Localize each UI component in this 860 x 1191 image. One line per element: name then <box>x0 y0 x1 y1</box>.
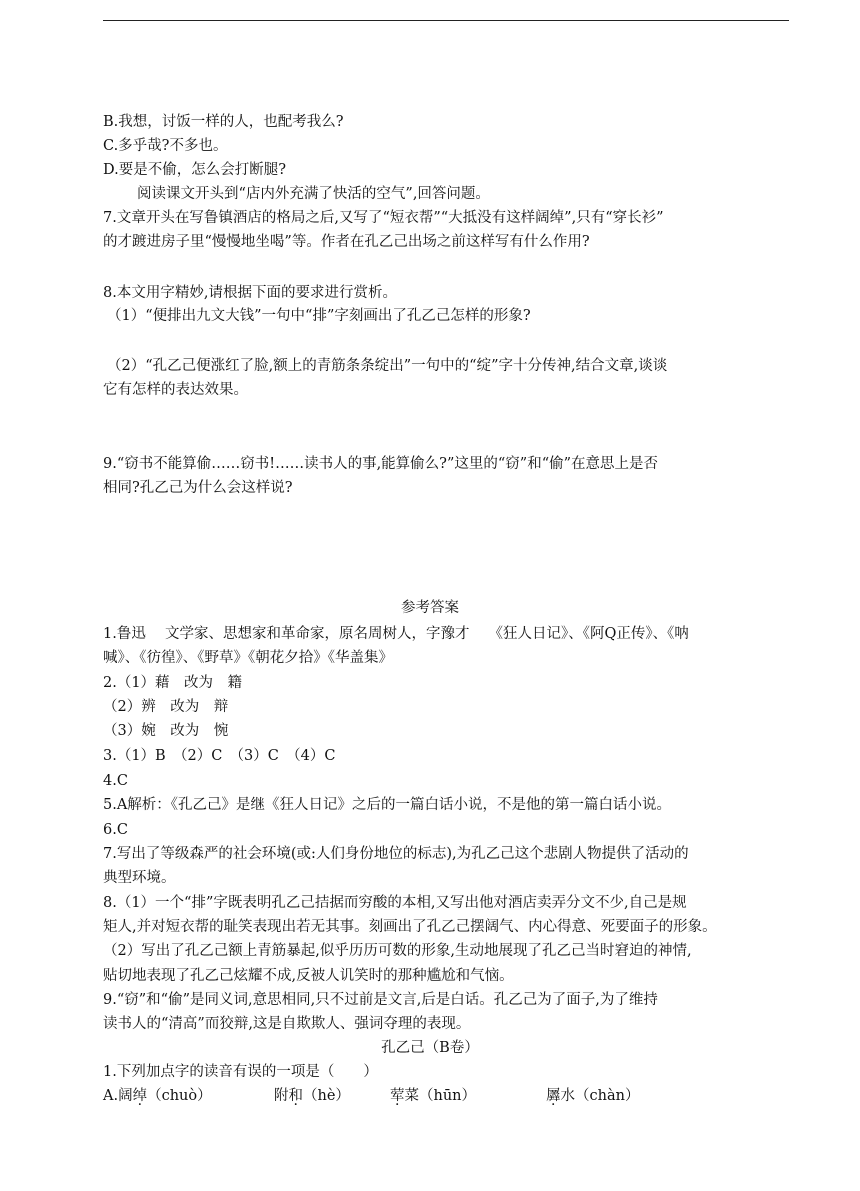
answer-7-line-1: 7.写出了等级森严的社会环境(或:人们身份地位的标志),为孔乙己这个悲剧人物提供了活动的 <box>103 846 689 862</box>
question-8-part-1: （1）“便排出九文大钱”一句中“排”字刻画出了孔乙己怎样的形象? <box>107 308 531 324</box>
reading-instruction: 阅读课文开头到“店内外充满了快活的空气”,回答问题。 <box>137 186 490 202</box>
dotted-char-b: 和 <box>288 1088 303 1104</box>
answer-3: 3.（1）B （2）C （3）C （4）C <box>103 748 336 764</box>
option-d-line: D.要是不偷，怎么会打断腿? <box>103 162 286 178</box>
question-7-line-1: 7.文章开头在写鲁镇酒店的格局之后,又写了“短衣帮”“大抵没有这样阔绰”,只有“穿长衫” <box>103 210 664 226</box>
section-b-options <box>103 1086 803 1108</box>
dotted-char-a: 绰 <box>132 1088 148 1104</box>
answer-1-line-1: 1.鲁迅 文学家、思想家和革命家，原名周树人，字豫才 《狂人日记》、《阿Q正传》、《呐 <box>103 626 689 642</box>
question-9-line-2: 相同?孔乙己为什么会这样说? <box>103 480 293 496</box>
answer-8-2-line-2: 贴切地表现了孔乙己炫耀不成,反被人讥笑时的那种尴尬和气恼。 <box>103 968 514 984</box>
answer-8-1-line-1: 8.（1）一个“排”字既表明孔乙己拮据而穷酸的本相,又写出他对酒店卖弄分文不少,自己是规 <box>103 895 687 911</box>
header-rule <box>103 20 789 21</box>
answer-2-3: （3）婉 改为 惋 <box>103 723 229 739</box>
question-7-line-2: 的才踱进房子里“慢慢地坐喝”等。作者在孔乙己出场之前这样写有什么作用? <box>103 234 590 250</box>
answer-8-2-line-1: （2）写出了孔乙己额上青筋暴起,似乎历历可数的形象,生动地展现了孔乙己当时窘迫的神情, <box>103 943 692 959</box>
question-9-line-1: 9.“窃书不能算偷……窃书!……读书人的事,能算偷么?”这里的“窃”和“偷”在意思上是否 <box>103 456 659 472</box>
answer-4: 4.C <box>103 773 128 789</box>
answer-8-1-line-2: 矩人,并对短衣帮的耻笑表现出若无其事。刻画出了孔乙己摆阔气、内心得意、死要面子的形象。 <box>103 919 717 935</box>
question-8-part-2-line-2: 它有怎样的表达效果。 <box>103 382 248 398</box>
option-d: 羼水（chàn） <box>546 1088 640 1104</box>
answer-7-line-2: 典型环境。 <box>103 870 176 886</box>
dotted-char-c: 荤 <box>390 1088 405 1104</box>
option-b: 附和（hè） <box>274 1088 350 1104</box>
answer-6: 6.C <box>103 822 128 838</box>
option-c-line: C.多乎哉?不多也。 <box>103 138 228 154</box>
answer-9-line-2: 读书人的“清高”而狡辩,这是自欺欺人、强词夺理的表现。 <box>103 1016 471 1032</box>
option-b-line: B.我想，讨饭一样的人，也配考我么? <box>103 114 344 130</box>
answers-title: 参考答案 <box>401 600 459 616</box>
question-8-part-2-line-1: （2）“孔乙己便涨红了脸,额上的青筋条条绽出”一句中的“绽”字十分传神,结合文章,谈谈 <box>107 358 668 374</box>
question-8-intro: 8.本文用字精妙,请根据下面的要求进行赏析。 <box>103 285 397 301</box>
option-c: 荤菜（hūn） <box>390 1088 477 1104</box>
answer-5: 5.A解析：《孔乙己》是继《狂人日记》之后的一篇白话小说，不是他的第一篇白话小说。 <box>103 797 672 813</box>
answer-9-line-1: 9.“窃”和“偷”是同义词,意思相同,只不过前是文言,后是白话。孔乙己为了面子,为了维持 <box>103 992 658 1008</box>
option-a: A.阔绰（chuò） <box>103 1088 212 1104</box>
dotted-char-d: 羼 <box>546 1088 561 1104</box>
section-b-title: 孔乙己（B卷） <box>381 1040 479 1056</box>
answer-2-2: （2）辨 改为 辩 <box>103 699 229 715</box>
answer-2-1: 2.（1）藉 改为 籍 <box>103 675 243 691</box>
section-b-question-1: 1.下列加点字的读音有误的一项是（ ） <box>103 1064 378 1080</box>
answer-1-line-2: 喊》、《彷徨》、《野草》《朝花夕拾》《华盖集》 <box>103 650 393 666</box>
